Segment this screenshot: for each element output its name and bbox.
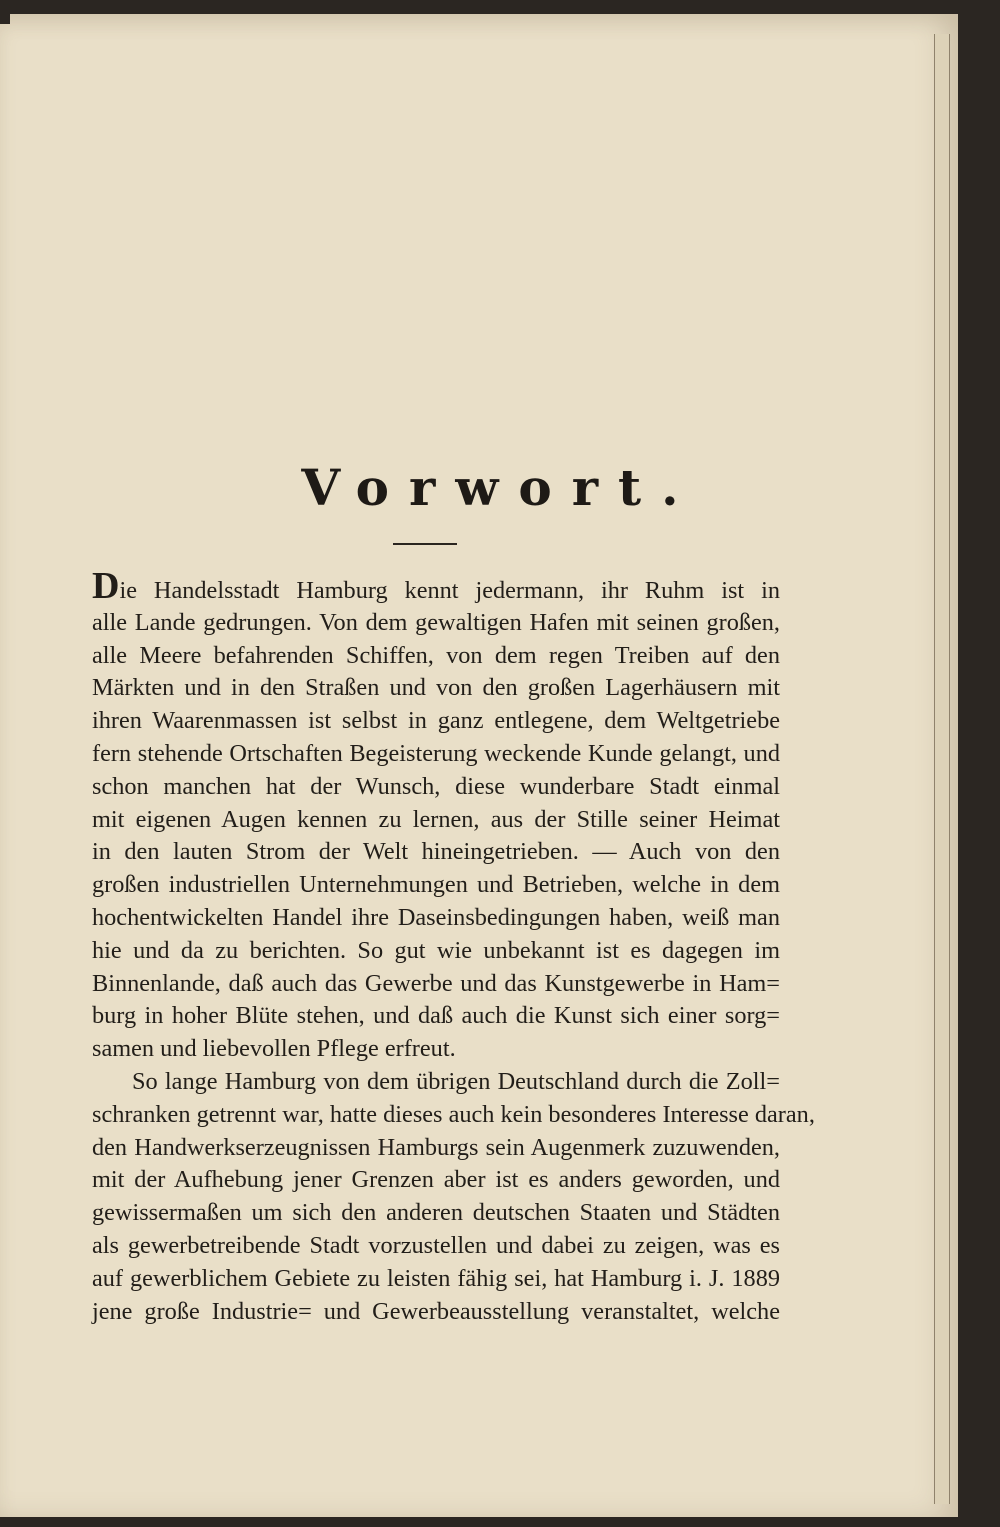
initial-letter: D xyxy=(92,565,120,607)
text-line: Märkten und in den Straßen und von den großen Lagerhäusern mit xyxy=(92,674,780,702)
title-rule xyxy=(393,543,457,545)
text-line: jene große Industrie= und Gewerbeausstellung veranstaltet, welche xyxy=(92,1297,780,1325)
text-line: Die Handelsstadt Hamburg kennt jedermann, ihr Ruhm ist in xyxy=(92,565,780,607)
text-line: fern stehende Ortschaften Begeisterung weckende Kunde gelangt, und xyxy=(92,739,780,767)
text-line: So lange Hamburg von dem übrigen Deutschland durch die Zoll= xyxy=(132,1067,780,1095)
page-title: Vorwort. xyxy=(301,458,699,517)
text-line: samen und liebevollen Pflege erfreut. xyxy=(92,1035,456,1063)
text-line: großen industriellen Unternehmungen und Betrieben, welche in dem xyxy=(92,871,780,899)
scan-corner xyxy=(0,0,10,24)
page-edge xyxy=(934,34,950,1504)
text-line: burg in hoher Blüte stehen, und daß auch die Kunst sich einer sorg= xyxy=(92,1002,780,1030)
text-line: schon manchen hat der Wunsch, diese wunderbare Stadt einmal xyxy=(92,772,780,800)
text-line: schranken getrennt war, hatte dieses auch kein besonderes Interesse daran, xyxy=(92,1100,815,1128)
text-line: gewissermaßen um sich den anderen deutschen Staaten und Städten xyxy=(92,1199,780,1227)
paragraph xyxy=(92,1066,815,1328)
body-text xyxy=(92,565,815,1328)
text-line: hochentwickelten Handel ihre Daseinsbedingungen haben, weiß man xyxy=(92,903,780,931)
text-line: ihren Waarenmassen ist selbst in ganz entlegene, dem Weltgetriebe xyxy=(92,707,780,735)
text-line: mit der Aufhebung jener Grenzen aber ist es anders geworden, und xyxy=(92,1166,780,1194)
text-line: in den lauten Strom der Welt hineingetrieben. — Auch von den xyxy=(92,838,780,866)
text-line: alle Meere befahrenden Schiffen, von dem regen Treiben auf den xyxy=(92,641,780,669)
text-line: hie und da zu berichten. So gut wie unbekannt ist es dagegen im xyxy=(92,936,780,964)
text-line: alle Lande gedrungen. Von dem gewaltigen Hafen mit seinen großen, xyxy=(92,608,780,636)
text-line: mit eigenen Augen kennen zu lernen, aus der Stille seiner Heimat xyxy=(92,805,780,833)
text-line: als gewerbetreibende Stadt vorzustellen und dabei zu zeigen, was es xyxy=(92,1231,780,1259)
paragraph xyxy=(92,565,780,1066)
text-line: auf gewerblichem Gebiete zu leisten fähig sei, hat Hamburg i. J. 1889 xyxy=(92,1264,780,1292)
text-line: den Handwerkserzeugnissen Hamburgs sein Augenmerk zuzuwenden, xyxy=(92,1133,780,1161)
text-line: Binnenlande, daß auch das Gewerbe und das Kunstgewerbe in Ham= xyxy=(92,969,780,997)
